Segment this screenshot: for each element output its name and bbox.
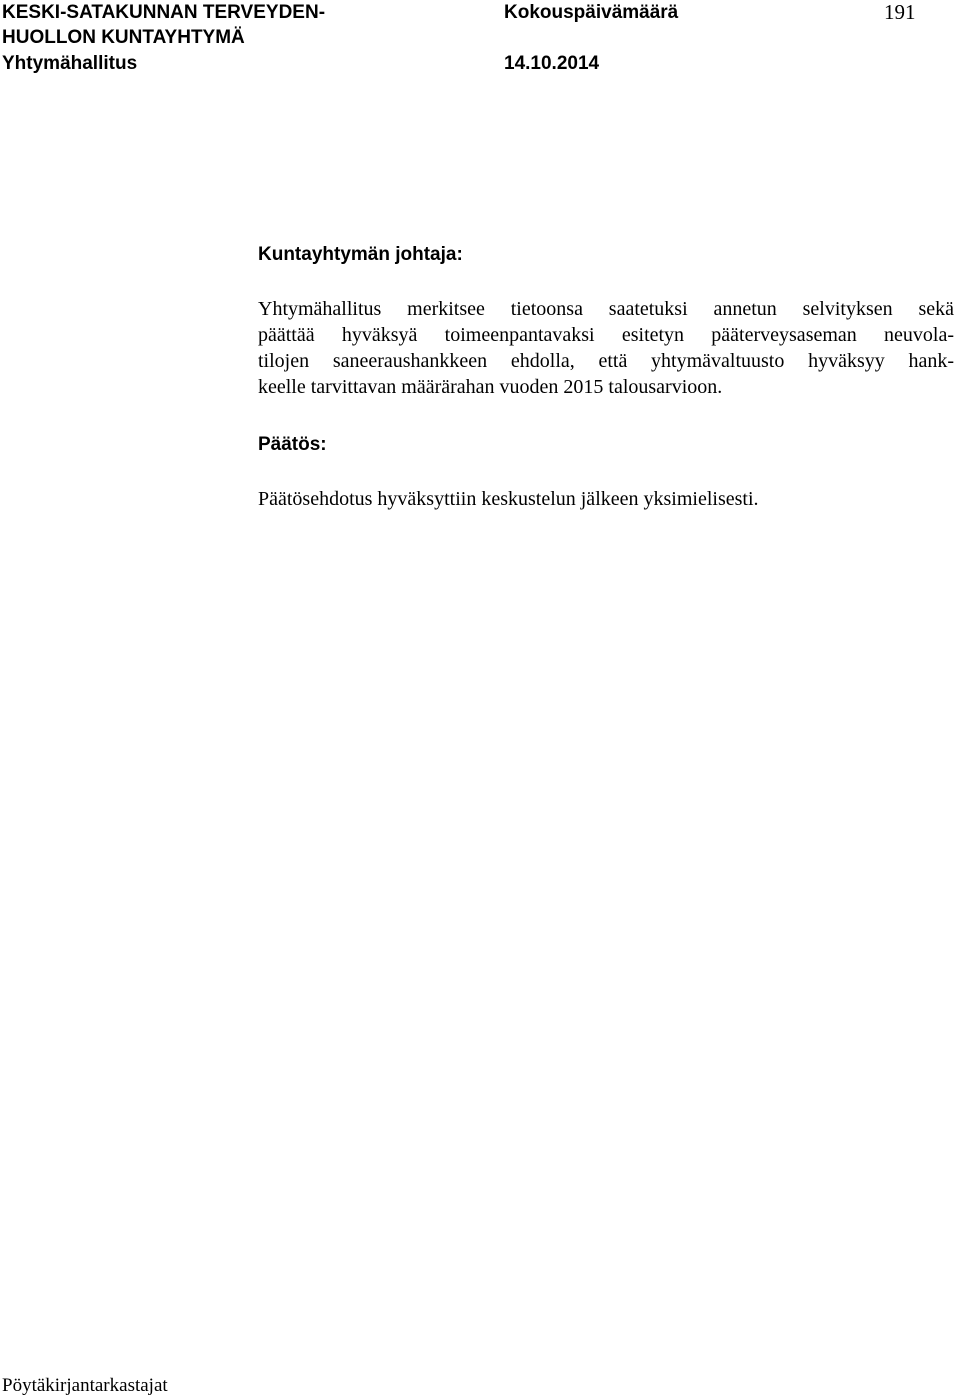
proposal-line: tilojen saneeraushankkeen ehdolla, että yhtymävaltuusto hyväksyy hank- (258, 350, 954, 372)
meeting-date-value: 14.10.2014 (504, 53, 600, 74)
proposal-line: Yhtymähallitus merkitsee tietoonsa saatetuksi annetun selvityksen sekä (258, 298, 954, 320)
organization-name-line1: KESKI-SATAKUNNAN TERVEYDEN- (2, 2, 326, 23)
organization-name-line2: HUOLLON KUNTAYHTYMÄ (2, 27, 245, 48)
governing-body-name: Yhtymähallitus (2, 53, 138, 74)
decision-text: Päätösehdotus hyväksyttiin keskustelun jälkeen yksimielisesti. (258, 488, 759, 510)
proposal-line: päättää hyväksyä toimeenpantavaksi esitetyn pääterveysaseman neuvola- (258, 324, 954, 346)
page-number: 191 (884, 0, 916, 24)
minutes-checkers-label: Pöytäkirjantarkastajat (2, 1375, 168, 1396)
meeting-date-label: Kokouspäivämäärä (504, 2, 679, 23)
proposal-line: keelle tarvittavan määrärahan vuoden 2015 talousarvioon. (258, 376, 723, 398)
proposal-heading: Kuntayhtymän johtaja: (258, 244, 463, 265)
decision-heading: Päätös: (258, 434, 327, 455)
